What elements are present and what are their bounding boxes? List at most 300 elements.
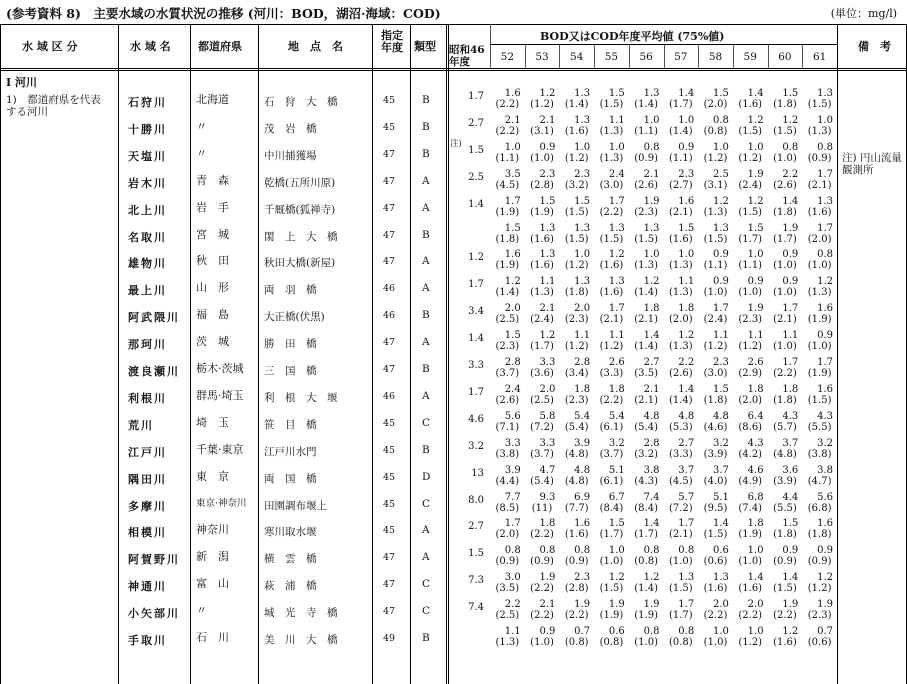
prefecture: 富 山 <box>196 577 229 591</box>
header-water: 水 域 名 <box>130 40 171 53</box>
value-cell <box>802 357 837 379</box>
annual-average: 0.6 <box>608 626 625 637</box>
value-cell <box>490 438 525 460</box>
percentile-75-value: (1.7) <box>668 610 693 622</box>
value-cell <box>698 276 733 298</box>
river-name: 相模川 <box>128 526 167 540</box>
value-cell <box>629 545 664 567</box>
value-cell <box>802 169 837 191</box>
percentile-75-value: (0.8) <box>564 637 589 648</box>
annual-average: 5.6 <box>504 410 521 422</box>
type-class: C <box>422 497 431 510</box>
percentile-75-value: (0.8) <box>634 556 658 568</box>
year-header: 58 <box>708 51 723 63</box>
value-cell <box>629 465 664 487</box>
annual-average: 3.7 <box>782 437 799 449</box>
percentile-75-value: (2.1) <box>773 314 797 326</box>
value-cell <box>802 196 837 218</box>
river-name: 渡良瀬川 <box>128 365 180 378</box>
percentile-75-value: (1.9) <box>738 529 763 541</box>
value-cell <box>664 599 699 621</box>
value-cell <box>490 518 525 540</box>
header-area: 水 域 区 分 <box>22 40 78 53</box>
value-cell <box>733 249 768 271</box>
annual-average: 4.3 <box>782 410 799 422</box>
annual-average: 1.2 <box>817 276 833 288</box>
percentile-75-value: (0.8) <box>703 125 728 137</box>
annual-average: 0.9 <box>712 276 729 288</box>
percentile-75-value: (1.1) <box>495 152 520 164</box>
base-year-value: 2.7 <box>468 521 484 533</box>
percentile-75-value: (5.7) <box>773 421 797 433</box>
annual-average: 2.2 <box>782 168 799 180</box>
annual-average: 4.3 <box>747 437 764 449</box>
annual-average: 3.7 <box>712 464 729 476</box>
value-cell <box>664 303 699 325</box>
point-name: 横 雲 橋 <box>264 553 317 566</box>
percentile-75-value: (1.3) <box>703 206 728 218</box>
unit-label: (単位：mg/l) <box>830 7 897 20</box>
annual-average: 1.9 <box>643 195 660 207</box>
annual-average: 1.5 <box>608 88 625 99</box>
annual-average: 2.1 <box>539 303 556 315</box>
annual-average: 1.2 <box>678 330 695 342</box>
value-cell <box>594 142 629 164</box>
value-cell <box>525 142 560 164</box>
percentile-75-value: (1.0) <box>530 637 554 648</box>
river-name: 雄物川 <box>128 257 167 271</box>
annual-average: 1.0 <box>712 141 729 153</box>
value-cell <box>664 276 699 298</box>
river-name: 名取川 <box>128 230 167 244</box>
river-name: 利根川 <box>128 391 167 405</box>
designated-year: 45 <box>383 95 396 106</box>
value-cell <box>629 196 664 218</box>
percentile-75-value: (5.4) <box>530 475 554 487</box>
value-cell <box>768 303 803 325</box>
annual-average: 1.2 <box>643 276 660 288</box>
value-cell <box>802 572 837 594</box>
percentile-75-value: (1.9) <box>599 610 624 622</box>
prefecture: 〃 <box>196 119 207 133</box>
percentile-75-value: (2.3) <box>738 314 763 326</box>
annual-average: 0.8 <box>678 545 695 557</box>
value-cell <box>802 249 837 271</box>
percentile-75-value: (2.1) <box>807 179 832 191</box>
value-cell <box>733 169 768 191</box>
col-sep <box>372 24 373 684</box>
annual-average: 1.8 <box>608 383 625 395</box>
annual-average: 1.0 <box>747 626 764 637</box>
percentile-75-value: (2.6) <box>668 368 693 379</box>
value-cell <box>664 88 699 110</box>
value-cell <box>490 545 525 567</box>
year-header: 54 <box>570 51 584 63</box>
percentile-75-value: (2.2) <box>495 99 520 110</box>
annual-average: 1.7 <box>817 222 833 234</box>
value-cell <box>559 88 594 110</box>
value-cell <box>594 276 629 298</box>
percentile-75-value: (2.6) <box>495 394 520 406</box>
river-name: 天塩川 <box>128 149 167 163</box>
percentile-75-value: (3.2) <box>634 448 658 460</box>
prefecture: 福 島 <box>196 308 229 322</box>
value-cell <box>629 169 664 191</box>
value-cell <box>664 438 699 460</box>
annual-average: 0.8 <box>782 141 799 153</box>
annual-average: 1.4 <box>782 195 799 207</box>
annual-average: 2.7 <box>678 437 695 449</box>
base-year-value: 3.3 <box>468 360 484 371</box>
annual-average: 1.3 <box>574 222 591 234</box>
annual-average: 3.3 <box>539 437 556 449</box>
percentile-75-value: (0.9) <box>530 556 554 568</box>
point-name: 茂 岩 橋 <box>264 122 317 135</box>
river-name: 岩木川 <box>128 176 167 190</box>
percentile-75-value: (0.9) <box>807 556 832 568</box>
value-cell <box>525 249 560 271</box>
annual-average: 5.1 <box>608 464 625 476</box>
base-year-value: 7.3 <box>468 575 484 587</box>
annual-average: 1.1 <box>504 626 521 637</box>
annual-average: 1.7 <box>817 357 833 368</box>
value-cell <box>768 465 803 487</box>
percentile-75-value: (0.9) <box>564 556 589 568</box>
value-cell <box>559 492 594 514</box>
value-cell <box>768 572 803 594</box>
annual-average: 4.4 <box>782 491 799 503</box>
percentile-75-value: (2.6) <box>773 179 797 191</box>
percentile-75-value: (1.8) <box>564 287 589 299</box>
value-cell <box>698 626 733 648</box>
percentile-75-value: (0.8) <box>599 637 624 648</box>
value-cell <box>594 303 629 325</box>
percentile-75-value: (1.6) <box>807 206 832 218</box>
annual-average: 1.0 <box>574 141 591 153</box>
annual-average: 1.7 <box>504 518 521 530</box>
col-sep <box>410 24 411 684</box>
prefecture: 千葉·東京 <box>196 442 244 456</box>
type-class: B <box>422 120 430 133</box>
annual-average: 2.0 <box>504 303 521 315</box>
percentile-75-value: (1.0) <box>703 637 728 648</box>
percentile-75-value: (2.3) <box>564 314 589 326</box>
annual-average: 1.1 <box>782 330 799 342</box>
value-cell <box>559 465 594 487</box>
percentile-75-value: (3.9) <box>703 448 728 460</box>
value-cell <box>559 330 594 352</box>
value-cell <box>768 223 803 245</box>
point-name: 利 根 大 堰 <box>264 391 338 404</box>
value-cell <box>629 599 664 621</box>
value-cell <box>698 169 733 191</box>
value-cell <box>629 357 664 379</box>
type-class: A <box>422 389 430 402</box>
value-cell <box>802 276 837 298</box>
value-cell <box>733 599 768 621</box>
percentile-75-value: (0.6) <box>807 637 832 648</box>
percentile-75-value: (2.2) <box>773 610 797 622</box>
annual-average: 1.9 <box>747 168 764 180</box>
percentile-75-value: (1.3) <box>599 125 624 137</box>
annual-average: 0.8 <box>574 545 591 557</box>
point-name: 閖 上 大 橋 <box>264 230 338 243</box>
annual-average: 0.7 <box>817 626 833 637</box>
value-cell <box>594 249 629 271</box>
percentile-75-value: (2.2) <box>530 583 554 595</box>
percentile-75-value: (1.3) <box>599 152 624 164</box>
value-cell <box>559 196 594 218</box>
value-cell <box>594 88 629 110</box>
annual-average: 1.2 <box>817 572 833 584</box>
percentile-75-value: (8.4) <box>634 502 658 514</box>
type-class: A <box>422 551 430 564</box>
annual-average: 0.9 <box>712 249 729 261</box>
annual-average: 1.6 <box>817 383 833 395</box>
header-point: 地 点 名 <box>288 40 343 53</box>
value-cell <box>664 465 699 487</box>
annual-average: 4.7 <box>539 464 556 476</box>
value-cell <box>768 599 803 621</box>
percentile-75-value: (1.1) <box>668 152 693 164</box>
annual-average: 3.7 <box>678 464 695 476</box>
year-header: 52 <box>500 51 515 63</box>
designated-year: 47 <box>383 337 396 349</box>
percentile-75-value: (1.6) <box>530 233 554 245</box>
annual-average: 1.4 <box>747 88 764 99</box>
annual-average: 0.7 <box>574 626 591 637</box>
value-cell <box>733 411 768 433</box>
percentile-75-value: (1.3) <box>668 260 693 272</box>
value-cell <box>802 599 837 621</box>
percentile-75-value: (8.4) <box>599 502 624 514</box>
percentile-75-value: (1.2) <box>530 99 554 110</box>
value-cell <box>629 518 664 540</box>
value-cell <box>559 572 594 594</box>
percentile-75-value: (3.3) <box>599 368 624 379</box>
annual-average: 0.8 <box>643 626 660 637</box>
base-year-value: 1.7 <box>468 386 484 398</box>
percentile-75-value: (1.7) <box>599 529 624 541</box>
base-year-value: 4.6 <box>468 413 484 425</box>
percentile-75-value: (3.9) <box>773 475 797 487</box>
value-cell <box>698 330 733 352</box>
annual-average: 0.8 <box>817 141 833 153</box>
percentile-75-value: (2.2) <box>738 610 763 622</box>
annual-average: 1.2 <box>608 572 625 584</box>
percentile-75-value: (4.2) <box>738 448 763 460</box>
percentile-75-value: (1.0) <box>773 152 797 164</box>
annual-average: 1.3 <box>817 195 833 207</box>
value-cell <box>525 330 560 352</box>
percentile-75-value: (4.3) <box>634 475 658 487</box>
percentile-75-value: (1.3) <box>530 287 554 299</box>
value-cell <box>733 223 768 245</box>
value-cell <box>768 357 803 379</box>
annual-average: 1.3 <box>608 276 625 288</box>
annual-average: 1.6 <box>574 518 591 530</box>
value-cell <box>733 545 768 567</box>
annual-average: 2.3 <box>539 168 556 180</box>
annual-average: 1.3 <box>574 276 591 288</box>
percentile-75-value: (1.6) <box>530 260 554 272</box>
percentile-75-value: (4.5) <box>668 475 693 487</box>
value-cell <box>768 88 803 110</box>
percentile-75-value: (1.5) <box>738 125 763 137</box>
value-cell <box>733 626 768 648</box>
percentile-75-value: (1.4) <box>564 99 589 110</box>
annual-average: 1.3 <box>643 88 660 99</box>
annual-average: 1.2 <box>747 195 764 207</box>
percentile-75-value: (3.2) <box>564 179 589 191</box>
value-cell <box>698 492 733 514</box>
value-cell <box>664 492 699 514</box>
annual-average: 2.1 <box>643 383 660 395</box>
value-cell <box>733 88 768 110</box>
percentile-75-value: (2.2) <box>599 206 624 218</box>
point-name: 千厩橋(狐禅寺) <box>264 203 336 216</box>
percentile-75-value: (6.1) <box>599 421 624 433</box>
annual-average: 0.8 <box>643 141 660 153</box>
annual-average: 1.9 <box>608 599 625 611</box>
percentile-75-value: (4.8) <box>773 448 797 460</box>
percentile-75-value: (1.4) <box>634 99 658 110</box>
percentile-75-value: (1.3) <box>634 260 658 272</box>
percentile-75-value: (2.2) <box>530 529 554 541</box>
percentile-75-value: (2.2) <box>773 368 797 379</box>
value-cell <box>490 169 525 191</box>
percentile-75-value: (1.8) <box>773 206 797 218</box>
value-cell <box>733 196 768 218</box>
value-cell <box>629 303 664 325</box>
percentile-75-value: (2.0) <box>703 99 728 110</box>
annual-average: 2.6 <box>747 357 764 368</box>
annual-average: 1.4 <box>782 572 799 584</box>
percentile-75-value: (1.1) <box>703 260 728 272</box>
annual-average: 1.3 <box>539 249 556 261</box>
base-year-value: 1.2 <box>468 252 484 264</box>
designated-year: 47 <box>383 579 396 591</box>
value-cell <box>490 223 525 245</box>
value-cell <box>629 572 664 594</box>
prefecture: 東京·神奈川 <box>196 497 247 509</box>
annual-average: 1.4 <box>678 88 695 99</box>
value-cell <box>490 303 525 325</box>
value-cell <box>768 276 803 298</box>
value-cell <box>802 384 837 406</box>
annual-average: 1.6 <box>504 249 521 261</box>
value-cell <box>768 411 803 433</box>
point-name: 乾橋(五所川原) <box>264 176 336 189</box>
value-cell <box>594 223 629 245</box>
percentile-75-value: (1.0) <box>668 556 693 568</box>
percentile-75-value: (2.0) <box>738 394 763 406</box>
annual-average: 1.1 <box>678 276 695 288</box>
percentile-75-value: (0.8) <box>668 637 693 648</box>
percentile-75-value: (1.1) <box>738 260 763 272</box>
value-cell <box>698 196 733 218</box>
annual-average: 2.8 <box>643 437 660 449</box>
value-cell <box>525 465 560 487</box>
value-cell <box>698 115 733 137</box>
value-cell <box>629 330 664 352</box>
value-cell <box>559 142 594 164</box>
value-cell <box>594 411 629 433</box>
value-cell <box>525 411 560 433</box>
percentile-75-value: (8.5) <box>495 502 520 514</box>
annual-average: 9.3 <box>539 491 556 503</box>
annual-average: 1.5 <box>504 330 521 342</box>
annual-average: 0.9 <box>817 545 833 557</box>
value-cell <box>698 411 733 433</box>
value-cell <box>594 518 629 540</box>
header-sub-rule <box>490 44 837 45</box>
value-cell <box>629 115 664 137</box>
annual-average: 1.3 <box>539 222 556 234</box>
value-cell <box>594 438 629 460</box>
value-cell <box>664 330 699 352</box>
percentile-75-value: (7.1) <box>495 421 520 433</box>
designated-year: 47 <box>383 148 396 160</box>
annual-average: 1.7 <box>678 518 695 530</box>
prefecture: 東 京 <box>196 469 229 483</box>
annual-average: 1.3 <box>817 88 833 99</box>
percentile-75-value: (1.9) <box>634 610 658 622</box>
annual-average: 3.8 <box>643 464 660 476</box>
prefecture: 神奈川 <box>196 523 229 537</box>
annual-average: 1.5 <box>712 383 729 395</box>
percentile-75-value: (2.1) <box>668 206 693 218</box>
designated-year: 47 <box>383 175 396 187</box>
annual-average: 1.9 <box>782 599 799 611</box>
percentile-75-value: (2.2) <box>530 610 554 622</box>
annual-average: 1.0 <box>678 249 695 261</box>
annual-average: 2.1 <box>504 114 521 126</box>
annual-average: 2.3 <box>574 572 591 584</box>
percentile-75-value: (1.8) <box>773 99 797 110</box>
percentile-75-value: (4.8) <box>564 448 589 460</box>
annual-average: 1.1 <box>608 114 625 126</box>
annual-average: 6.4 <box>747 410 764 422</box>
annual-average: 1.0 <box>504 141 521 153</box>
point-name: 田園調布堰上 <box>264 499 327 512</box>
designated-year: 47 <box>383 606 396 618</box>
year-header: 61 <box>812 51 827 63</box>
percentile-75-value: (6.1) <box>599 475 624 487</box>
percentile-75-value: (1.3) <box>668 341 693 353</box>
value-cell <box>594 115 629 137</box>
base-year-value: 8.0 <box>468 494 484 506</box>
annual-average: 3.3 <box>504 437 521 449</box>
percentile-75-value: (1.5) <box>773 125 797 137</box>
prefecture: 岩 手 <box>196 200 229 214</box>
annual-average: 2.5 <box>712 168 729 180</box>
percentile-75-value: (1.2) <box>738 637 763 648</box>
river-name: 江戸川 <box>128 445 167 459</box>
value-cell <box>733 303 768 325</box>
base-year-value: 13 <box>471 467 484 479</box>
value-cell <box>559 518 594 540</box>
value-cell <box>733 142 768 164</box>
percentile-75-value: (1.5) <box>668 583 693 595</box>
annual-average: 1.5 <box>678 222 695 234</box>
value-cell <box>629 492 664 514</box>
value-cell <box>594 626 629 648</box>
annual-average: 3.2 <box>817 437 833 449</box>
value-cell <box>559 626 594 648</box>
percentile-75-value: (1.0) <box>773 260 797 272</box>
value-cell <box>490 626 525 648</box>
